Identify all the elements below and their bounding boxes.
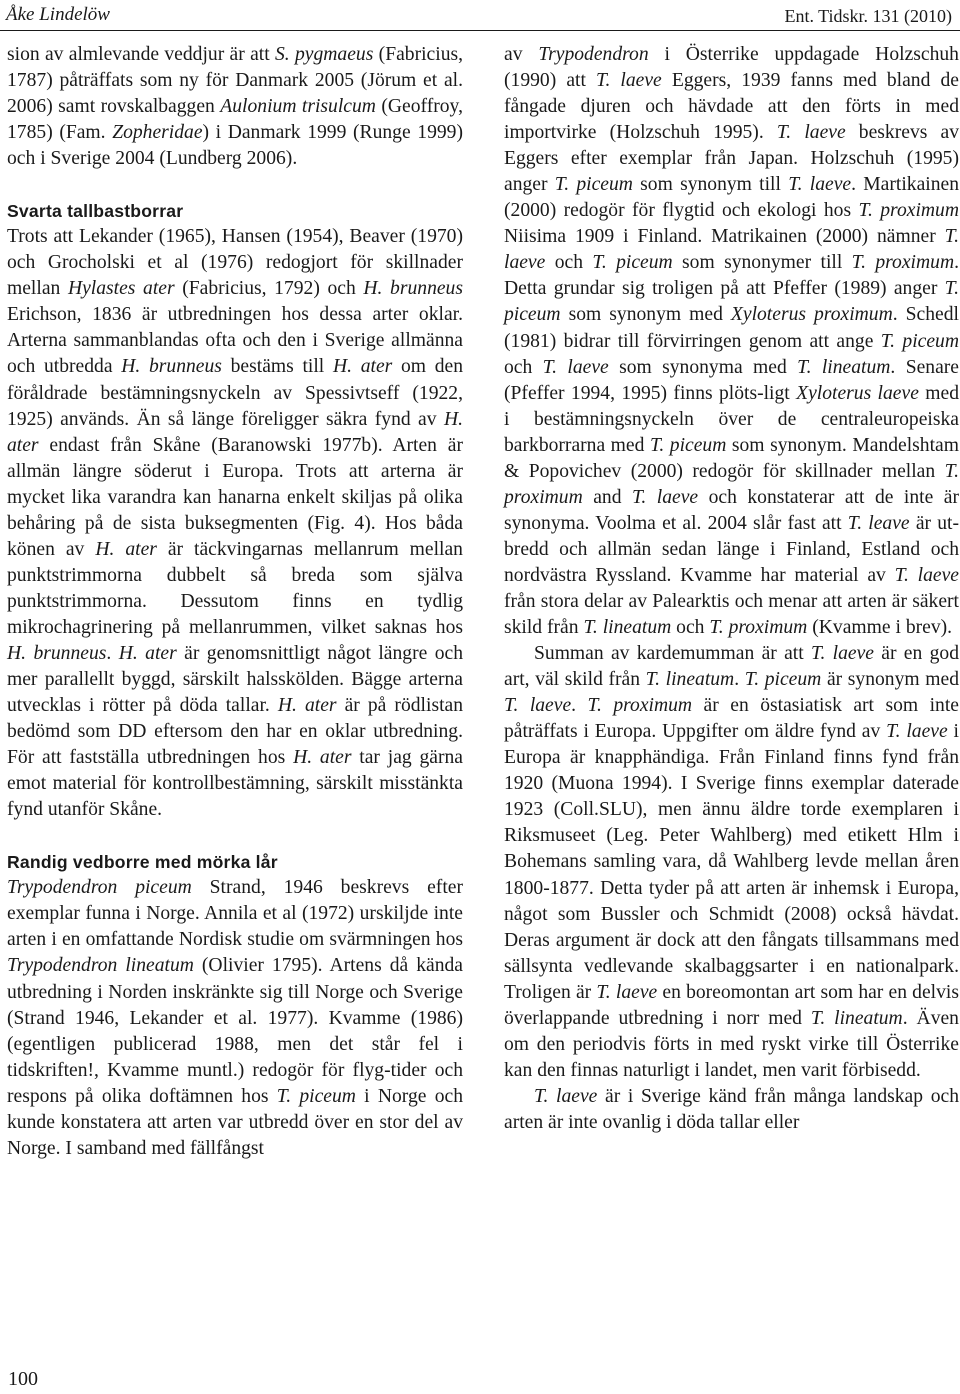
species-name: T. leave	[847, 512, 910, 534]
species-name: H. brunneus	[121, 356, 222, 378]
species-name: T. proximum	[709, 617, 808, 639]
species-name: T. laeve	[596, 981, 658, 1003]
species-name: T. piceum	[649, 434, 727, 456]
paragraph: Summan av kardemumman är att T. laeve är en god art, väl skild från T. lineatum. T. piceum är synonym med T. laeve. T. proximum är en östasiatisk art som inte påträffats i Europa. Uppgifter om äldre fynd av T. laeve i Europa är knapphändiga. Från Finland finns fynd från 1920 (Muona 1994). I Sverige finns exemplar daterade 1923 (Coll.SLU), men ännu äldre torde exemplaren i Riksmuseet (Leg. Peter Wahlberg) med etikett Hlm i Bohemans samling vara, då Wahlberg levde mellan åren 1800-1877. Detta tyder på att arten är inhemsk i Europa, något som Bussler och Schmidt (2008) också hävdat. Deras argument är dock att den fångats tillsammans med sällsynta vedlevande skalbaggsarter i en nationalpark. Troligen är T. laeve en boreomontan art som har en delvis överlappande utbredning i norr med T. lineatum. Även om den periodvis förts in med ryskt virke till Österrike kan den finnas naturligt i landet, men varit förbisedd.	[504, 643, 960, 1081]
species-name: H. ater	[7, 408, 463, 456]
species-name: H. ater	[293, 747, 352, 769]
species-name: T. lineatum	[645, 669, 735, 691]
species-name: Trypodendron piceum	[7, 877, 192, 899]
section-heading: Svarta tallbastborrar	[7, 201, 184, 222]
species-name: H. ater	[95, 538, 157, 560]
species-name: T. proximum	[587, 695, 693, 717]
species-name: T. piceum	[880, 330, 959, 352]
species-name: H. ater	[277, 695, 337, 717]
species-name: T. lineatum	[797, 356, 891, 378]
paragraph: av Trypodendron i Österrike uppdagade Holzschuh (1990) att T. laeve Eggers, 1939 fanns med bland de fångade djuren och hävdade att den förts in med importvirke (Holzschuh 1995). T. laeve beskrevs av Eggers efter exemplar från Japan. Holzschuh (1995) anger T. piceum som synonym till T. laeve. Martikainen (2000) redogör för flygtid och ekologi hos T. proximum Niisima 1909 i Finland. Matrikainen (2000) nämner T. laeve och T. piceum som synonymer till T. proximum. Detta grundar sig troligen på att Pfeffer (1989) anger T. piceum som synonym med Xyloterus proximum. Schedl (1981) bidrar till förvirringen genom att ange T. piceum och T. laeve som synonyma med T. lineatum. Senare (Pfeffer 1994, 1995) finns plöts-ligt Xyloterus laeve med i bestämningsnyckeln över de centraleuropeiska barkborrarna med T. piceum som synonym. Mandelshtam & Popovichev (2000) redogör för skillnader mellan T. proximum and T. laeve och konstaterar att de inte är synonyma. Voolma et al. 2004 slår fast att T. leave är utbredd och allmän sedan länge i Finland, Estland och nordvästra Ryssland. Kvamme har material av T. laeve från stora delar av Palearktis och menar att arten är säkert skild från T. lineatum och T. proximum (Kvamme i brev).	[504, 44, 960, 639]
species-name: Xyloterus proximum	[730, 304, 893, 326]
species-name: Xyloterus laeve	[796, 382, 919, 404]
species-name: T. piceum	[504, 278, 959, 326]
page-number: 100	[8, 1368, 38, 1390]
header-rule	[0, 30, 960, 31]
species-name: Trypodendron	[538, 44, 649, 65]
species-name: T. proximum	[851, 252, 955, 274]
left-column	[7, 42, 463, 1162]
species-name: T. laeve	[894, 564, 959, 586]
species-name: H. brunneus	[7, 642, 107, 664]
species-name: T. piceum	[744, 669, 822, 691]
running-head-author: Åke Lindelöw	[6, 4, 110, 25]
species-name: T. piceum	[276, 1085, 356, 1107]
species-name: T. laeve	[534, 1085, 598, 1107]
paragraph: sion av almlevande veddjur är att S. pygmaeus (Fabricius, 1787) påträffats som ny för Danmark 2005 (Jörum et al. 2006) samt rovskalbaggen Aulonium trisulcum (Geoffroy, 1785) (Fam. Zopheridae) i Danmark 1999 (Runge 1999) och i Sverige 2004 (Lundberg 2006).	[7, 44, 464, 170]
right-column	[504, 42, 959, 1136]
species-name: H. ater	[332, 356, 393, 378]
species-name: Hylastes ater	[67, 278, 175, 300]
species-name: Aulonium trisulcum	[220, 96, 376, 118]
species-name: T. lineatum	[583, 617, 672, 639]
species-name: T. laeve	[886, 721, 948, 743]
species-name: T. laeve	[776, 122, 846, 144]
species-name: T. laeve	[504, 695, 572, 717]
section-heading: Randig vedborre med mörka lår	[7, 852, 278, 873]
species-name: H. ater	[118, 642, 177, 664]
species-name: T. laeve	[788, 174, 852, 196]
species-name: T. proximum	[504, 460, 959, 508]
species-name: Zopheridae	[112, 122, 203, 144]
species-name: T. piceum	[592, 252, 673, 274]
species-name: T. lineatum	[810, 1007, 903, 1029]
species-name: T. laeve	[596, 70, 662, 92]
species-name: T. proximum	[858, 200, 959, 222]
species-name: T. laeve	[504, 226, 959, 274]
paragraph: Trots att Lekander (1965), Hansen (1954), Beaver (1970) och Grocholski et al (1976) redogjort för skillnader mellan Hylastes ater (Fabricius, 1792) och H. brunneus Erichson, 1836 är utbredningen hos dessa arter oklar. Arterna sammanblandas ofta och den i Sverige allmänna och utbredda H. brunneus bestäms till H. ater om den föråldrade bestämningsnyckeln av Spessivtseff (1922, 1925) används. Än så länge föreligger säkra fynd av H. ater endast från Skåne (Baranowski 1977b). Arten är allmän längre söderut i Europa. Trots att arterna är mycket lika varandra kan hanarna enkelt skiljas på olika behåring på de sista buksegmenten (Fig. 4). Hos båda könen av H. ater är täckvingarnas mellanrum mellan punktstrimmorna dubbelt så breda som själva punktstrimmorna. Dessutom finns en tydlig mikrochagrinering på mellanrummen, vilket saknas hos H. brunneus. H. ater är genomsnittligt något längre och mer parallellt byggd, särskilt halsskölden. Bägge arterna utvecklas i rötter på döda tallar. H. ater är på rödlistan bedömd som DD eftersom den har en oklar utbredning. För att fastställa utbredningen hos H. ater tar jag gärna emot material för kontrollbestämning, särskilt misstänkta fynd utanför Skåne.	[7, 226, 464, 821]
running-head-journal: Ent. Tidskr. 131 (2010)	[784, 6, 952, 26]
paragraph: Trypodendron piceum Strand, 1946 beskrevs efter exemplar funna i Norge. Annila et al (1972) urskiljde inte arten i en omfattande Nordisk studie om svärmningen hos Trypodendron lineatum (Olivier 1795). Artens då kända utbredning i Norden inskränkte sig till Norge och Sverige (Strand 1946, Lekander et al. 1977). Kvamme (1986) (egentligen publicerad 1988, men det står fel i tidskriften!, Kvamme muntl.) redogör för flyg-tider och respons på olika doftämnen hos T. piceum i Norge och kunde konstatera att arten var utbredd över en stor del av Norge. I samband med fällfångst	[7, 877, 463, 1159]
paragraph: T. laeve är i Sverige känd från många landskap och arten är inte ovanlig i döda tallar eller	[504, 1085, 959, 1133]
species-name: H. brunneus	[363, 278, 463, 300]
species-name: T. piceum	[554, 174, 633, 196]
species-name: T. laeve	[811, 643, 874, 665]
species-name: T. laeve	[631, 486, 699, 508]
species-name: Trypodendron lineatum	[7, 955, 194, 977]
species-name: S. pygmaeus	[274, 44, 374, 65]
species-name: T. laeve	[542, 356, 609, 378]
